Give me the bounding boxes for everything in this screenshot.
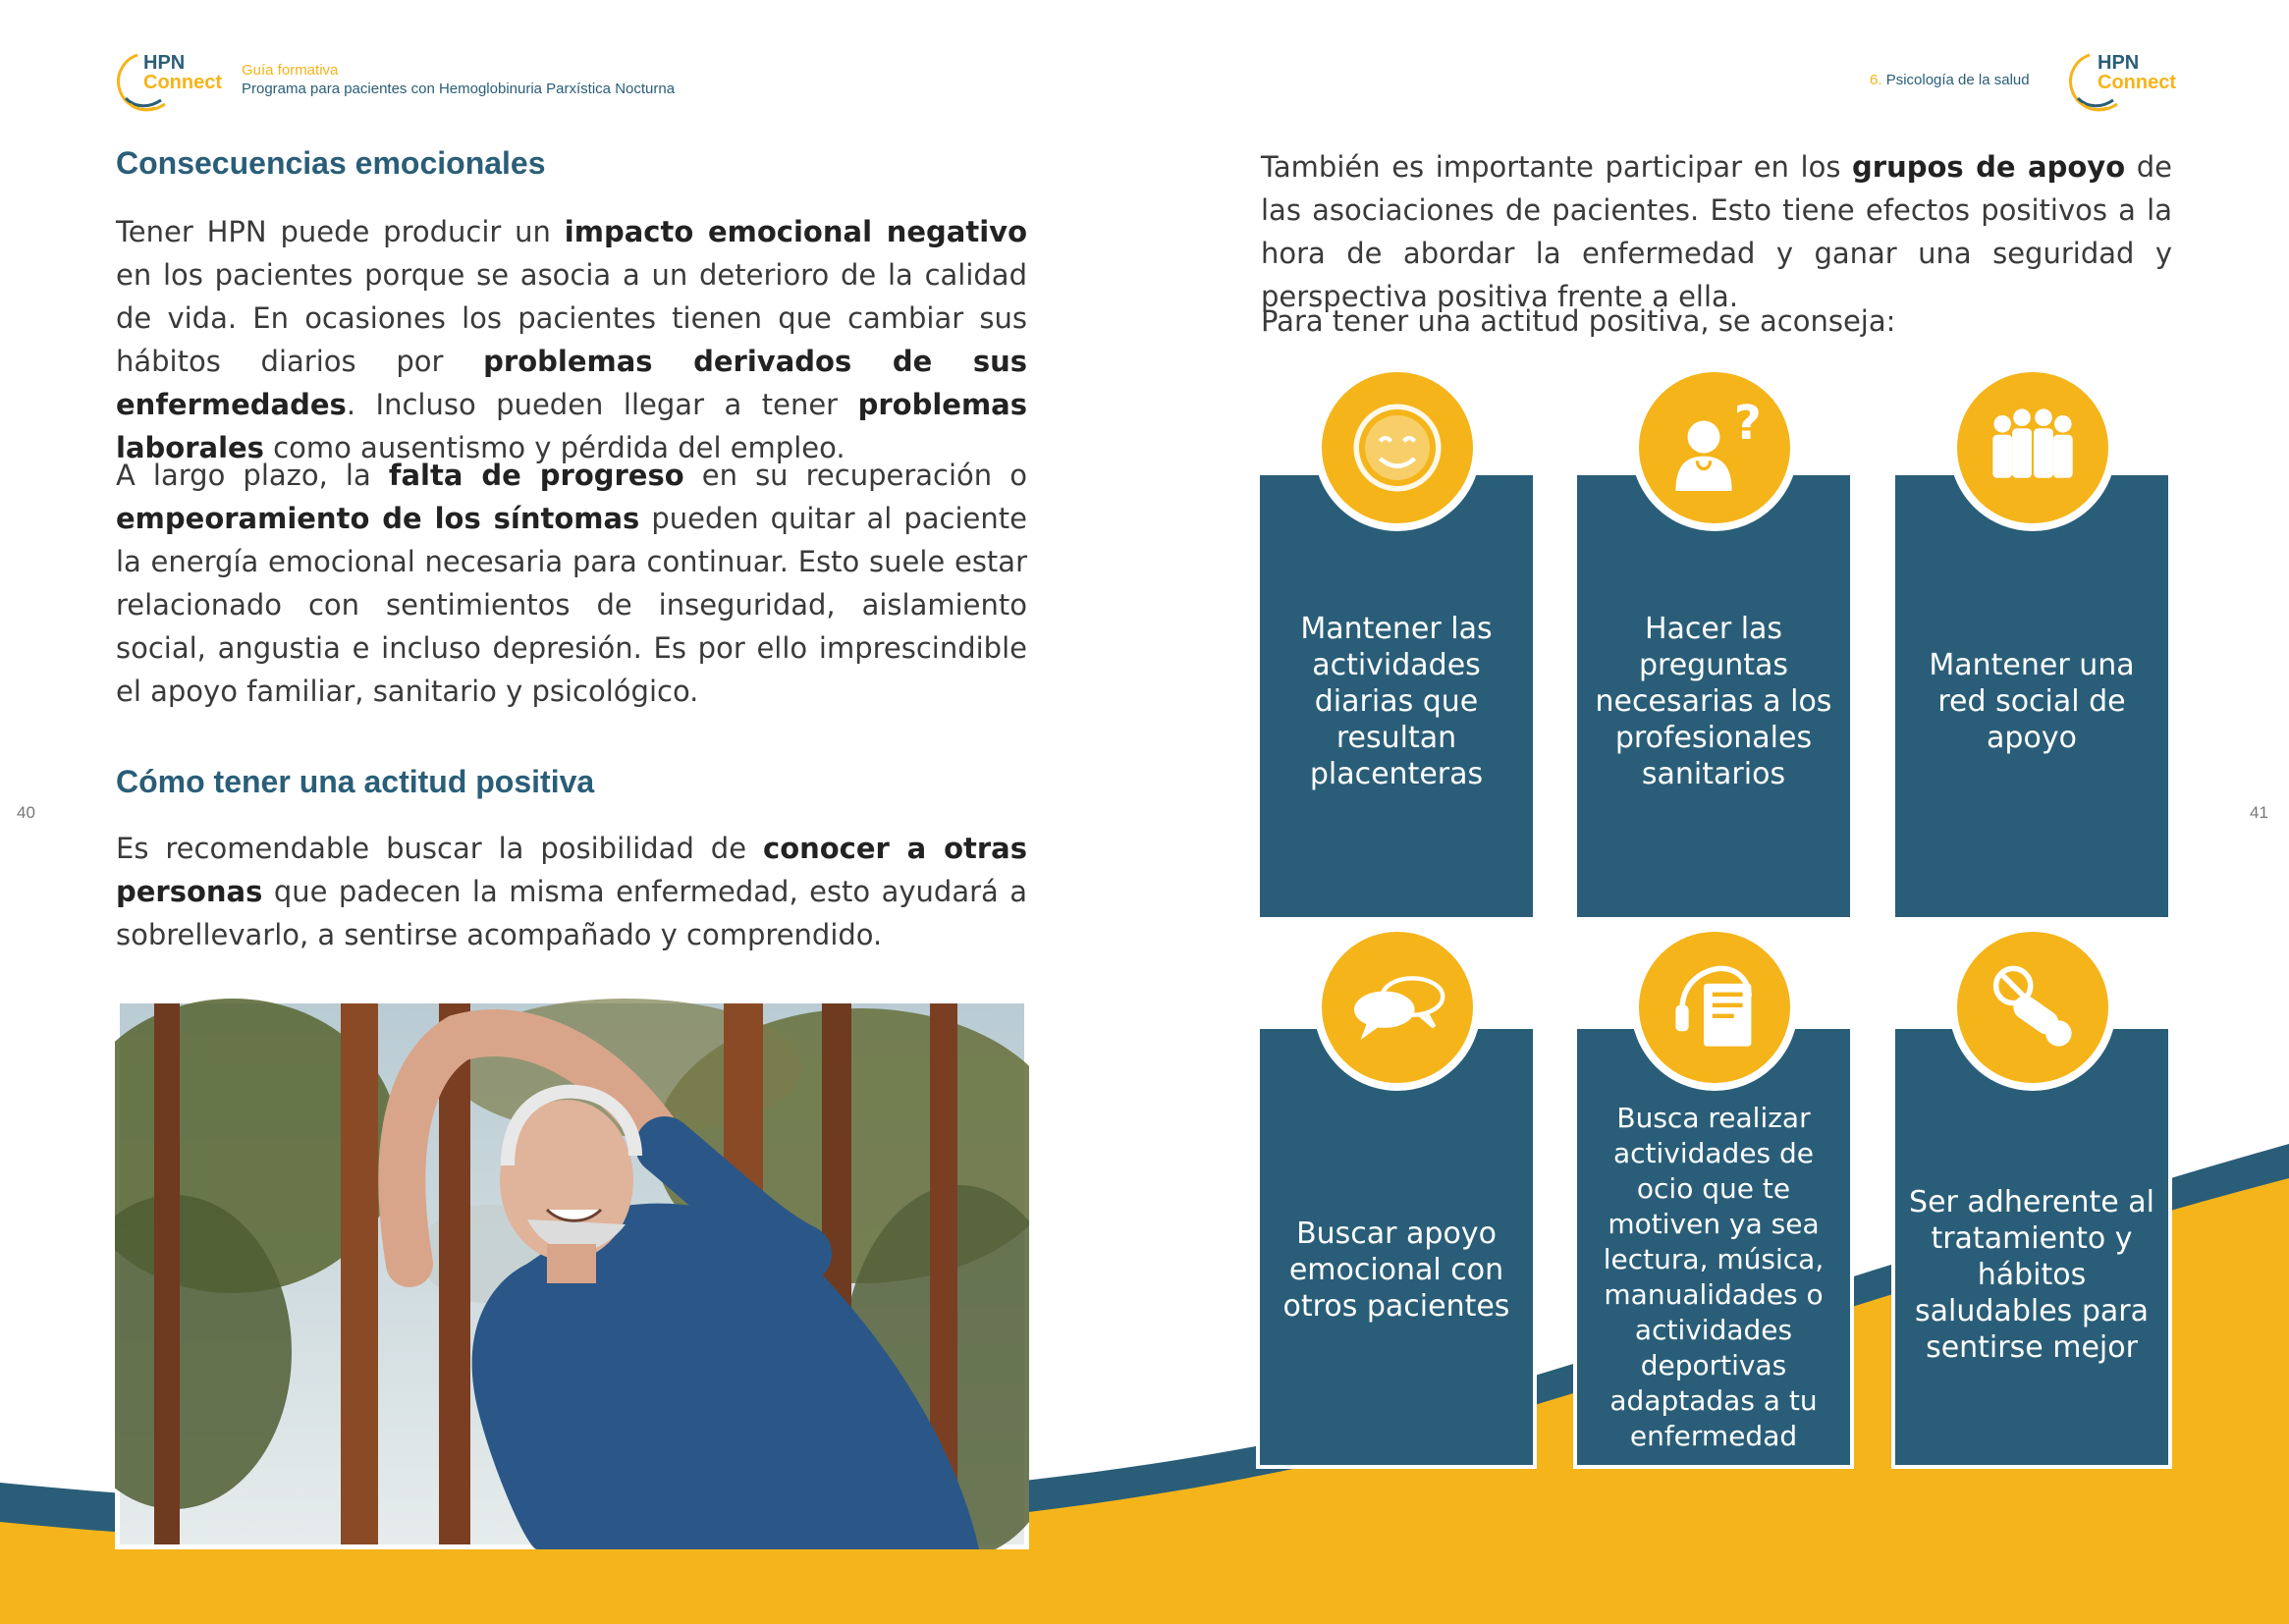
text: como ausentismo y pérdida del empleo. (263, 431, 845, 464)
advice-card-2 (1573, 471, 1854, 921)
bold-text: falta de progreso (388, 459, 684, 492)
advice-card-1 (1256, 471, 1537, 921)
advice-card-4 (1256, 1025, 1537, 1469)
text: de las asociaciones de pacientes. Esto tiene efectos positivos a la hora de abordar la enfermedad y ganar una seguridad y perspectiva positiva frente a ella. (1261, 150, 2172, 313)
text: Es recomendable buscar la posibilidad de (116, 832, 763, 865)
hpn-connect-logo-right (2068, 47, 2176, 126)
text: . Incluso pueden llegar a tener (346, 388, 858, 421)
logo-text-hpn: HPN (143, 52, 186, 74)
pills-icon (1949, 924, 2116, 1091)
paragraph-advice-intro: Para tener una actitud positiva, se aconseja: (1261, 304, 1896, 338)
heading-positive-attitude: Cómo tener una actitud positiva (116, 764, 595, 799)
smile-icon (1314, 364, 1481, 531)
doctor-question-icon (1631, 364, 1798, 531)
text: que padecen la misma enfermedad, esto ayudará a sobrellevarlo, a sentirse acompañado y comprendido. (116, 875, 1027, 951)
bold-text: impacto emocional negativo (564, 215, 1028, 248)
paragraph-long-term (116, 454, 1027, 713)
text: en su recuperación o (683, 459, 1027, 492)
paragraph-support-groups (1261, 145, 2172, 318)
heading-emotional-consequences: Consecuencias emocionales (116, 145, 546, 181)
logo-text-hpn: HPN (2098, 52, 2140, 74)
headphones-book-icon (1631, 924, 1798, 1091)
section-label (1870, 71, 2030, 90)
photo-elderly-man-stretching (115, 999, 1029, 1549)
advice-card-6 (1891, 1025, 2172, 1469)
logo-text-connect: Connect (2098, 72, 2176, 93)
text: Tener HPN puede producir un (116, 215, 565, 248)
group-people-icon (1949, 364, 2116, 531)
bold-text: grupos de apoyo (1852, 150, 2126, 184)
bold-text: empeoramiento de los síntomas (116, 502, 640, 535)
text: en los pacientes porque se asocia a un deterioro de la calidad de vida. En ocasiones los pacientes tienen que cambiar sus hábitos diarios por (116, 258, 1027, 378)
guide-title: Guía formativa (242, 62, 339, 79)
svg-text:?: ? (1733, 396, 1762, 452)
bold-text: conocer a otras personas (116, 832, 1027, 908)
text: También es importante participar en los (1261, 150, 1853, 184)
page-number-right: 41 (2250, 803, 2268, 822)
advice-card-text: Mantener las actividades diarias que resultan placenteras (1300, 611, 1493, 791)
text: A largo plazo, la (116, 459, 389, 492)
paragraph-meet-others (116, 827, 1027, 956)
advice-card-text: Buscar apoyo emocional con otros pacientes (1282, 1216, 1510, 1324)
paragraph-emotional-impact (116, 210, 1027, 469)
section-title: Psicología de la salud (1885, 72, 2030, 88)
section-number: 6. (1870, 72, 1882, 88)
hpn-connect-logo-left (116, 47, 224, 126)
advice-card-text: Mantener una red social de apoyo (1929, 647, 2135, 755)
advice-card-text: Hacer las preguntas necesarias a los profesionales sanitarios (1595, 611, 1832, 791)
program-title: Programa para pacientes con Hemoglobinuria Parxística Nocturna (242, 81, 676, 97)
advice-card-5 (1573, 1025, 1854, 1469)
speech-bubbles-icon (1314, 924, 1481, 1091)
advice-card-text: Ser adherente al tratamiento y hábitos saludables para sentirse mejor (1909, 1184, 2154, 1365)
advice-card-text: Busca realizar actividades de ocio que te motiven ya sea lectura, música, manualidades o actividades deportivas adaptadas a tu enfermedad (1603, 1102, 1825, 1452)
advice-card-3 (1891, 471, 2172, 921)
page-number-left: 40 (17, 803, 35, 822)
bold-text: problemas laborales (116, 388, 1027, 464)
text: pueden quitar al paciente la energía emocional necesaria para continuar. Esto suele estar relacionado con sentimientos de inseguridad, aislamiento social, angustia e incluso depresión. Es por ello imprescindible el apoyo familiar, sanitario y psicológico. (116, 502, 1027, 708)
logo-text-connect: Connect (143, 72, 222, 93)
bold-text: problemas derivados de sus enfermedades (116, 345, 1028, 421)
